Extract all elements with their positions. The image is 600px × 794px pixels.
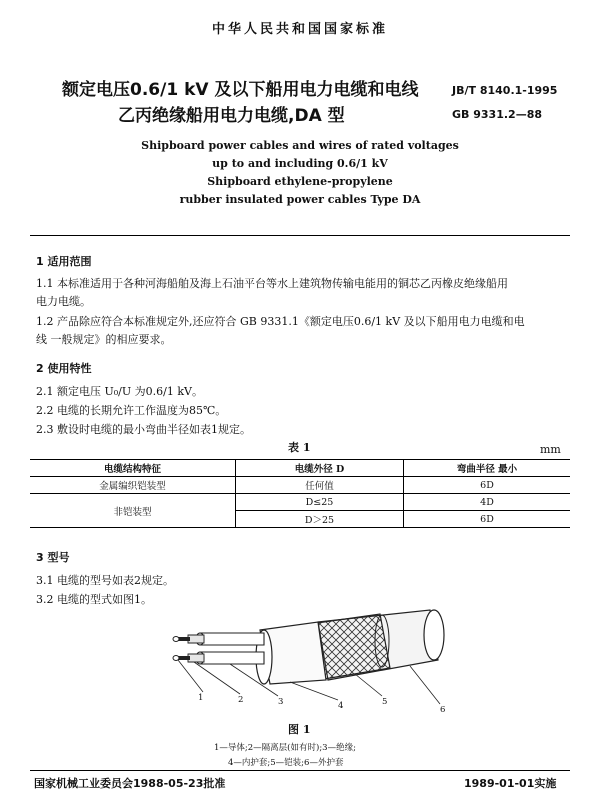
table-header-row: [30, 460, 570, 477]
table-cell-diameter: D≤25: [236, 494, 404, 511]
header-divider: [30, 235, 570, 236]
table-header-diameter: 电缆外径 D: [236, 460, 404, 477]
figure-label-3: 3: [278, 697, 284, 707]
table-cell-diameter: 任何值: [236, 477, 404, 494]
insulated-cores: [196, 633, 264, 664]
clause-1-1-line-1: 1.1 本标准适用于各种河海船舶及海上石油平台等水上建筑物传输电能用的铜芯乙丙橡皮绝缘船用: [36, 277, 508, 290]
figure-title: 图 1: [288, 723, 311, 736]
separator-layer: [188, 635, 204, 662]
table-row: [30, 494, 570, 511]
figure-label-1: 1: [198, 693, 204, 703]
table-header-structure: 电缆结构特征: [30, 460, 236, 477]
table-1-unit: mm: [540, 443, 561, 456]
cable-structure-figure: [160, 600, 460, 712]
title-line-2: 乙丙绝缘船用电力电缆,DA 型: [118, 106, 345, 126]
table-header-radius: 弯曲半径 最小: [404, 460, 571, 477]
table-cell-structure: 非铠装型: [30, 494, 236, 528]
clause-1-2-line-1: 1.2 产品除应符合本标准规定外,还应符合 GB 9331.1《额定电压0.6/1 kV 及以下船用电力电缆和电: [36, 315, 525, 328]
approval-date: 国家机械工业委员会1988-05-23批准: [34, 777, 226, 790]
clause-2-1: 2.1 额定电压 U₀/U 为0.6/1 kV。: [36, 385, 203, 398]
table-cell-radius: 4D: [404, 494, 571, 511]
figure-label-4: 4: [338, 701, 344, 711]
figure-label-6: 6: [440, 705, 446, 715]
figure-caption-line-1: 1—导体;2—隔离层(如有时);3—绝缘;: [214, 743, 356, 753]
table-cell-radius: 6D: [404, 477, 571, 494]
english-title-line-3: Shipboard ethylene-propylene: [207, 175, 393, 188]
english-title-line-1: Shipboard power cables and wires of rated voltages: [141, 139, 459, 152]
clause-1-2-line-2: 线 一般规定》的相应要求。: [36, 333, 172, 346]
table-1-title: 表 1: [288, 441, 311, 454]
english-title-line-4: rubber insulated power cables Type DA: [179, 193, 421, 206]
table-cell-diameter: D＞25: [236, 511, 404, 528]
standard-number-gb: GB 9331.2—88: [452, 108, 542, 121]
figure-label-2: 2: [238, 695, 244, 705]
footer-divider: [30, 770, 570, 771]
figure-caption-line-2: 4—内护套;5—铠装;6—外护套: [228, 758, 344, 768]
clause-2-2: 2.2 电缆的长期允许工作温度为85℃。: [36, 404, 227, 417]
clause-1-1-line-2: 电力电缆。: [36, 295, 91, 308]
inner-sheath-layer: [256, 622, 326, 684]
clause-3-1: 3.1 电缆的型号如表2规定。: [36, 574, 174, 587]
english-title-line-2: up to and including 0.6/1 kV: [212, 157, 388, 170]
table-cell-structure: 金属编织铠装型: [30, 477, 236, 494]
standard-header: 中华人民共和国国家标准: [211, 22, 388, 37]
section-2-heading: 2 使用特性: [36, 362, 92, 375]
implementation-date: 1989-01-01实施: [464, 777, 557, 790]
conductor: [173, 637, 190, 661]
table-cell-radius: 6D: [404, 511, 571, 528]
title-line-1: 额定电压0.6/1 kV 及以下船用电力电缆和电线: [62, 80, 419, 100]
standard-number-jb: JB/T 8140.1-1995: [452, 84, 558, 97]
table-row: [30, 477, 570, 494]
section-3-heading: 3 型号: [36, 551, 70, 564]
clause-2-3: 2.3 敷设时电缆的最小弯曲半径如表1规定。: [36, 423, 251, 436]
table-1: [30, 459, 570, 528]
section-1-heading: 1 适用范围: [36, 255, 92, 268]
figure-label-5: 5: [382, 697, 388, 707]
clause-3-2: 3.2 电缆的型式如图1。: [36, 593, 152, 606]
